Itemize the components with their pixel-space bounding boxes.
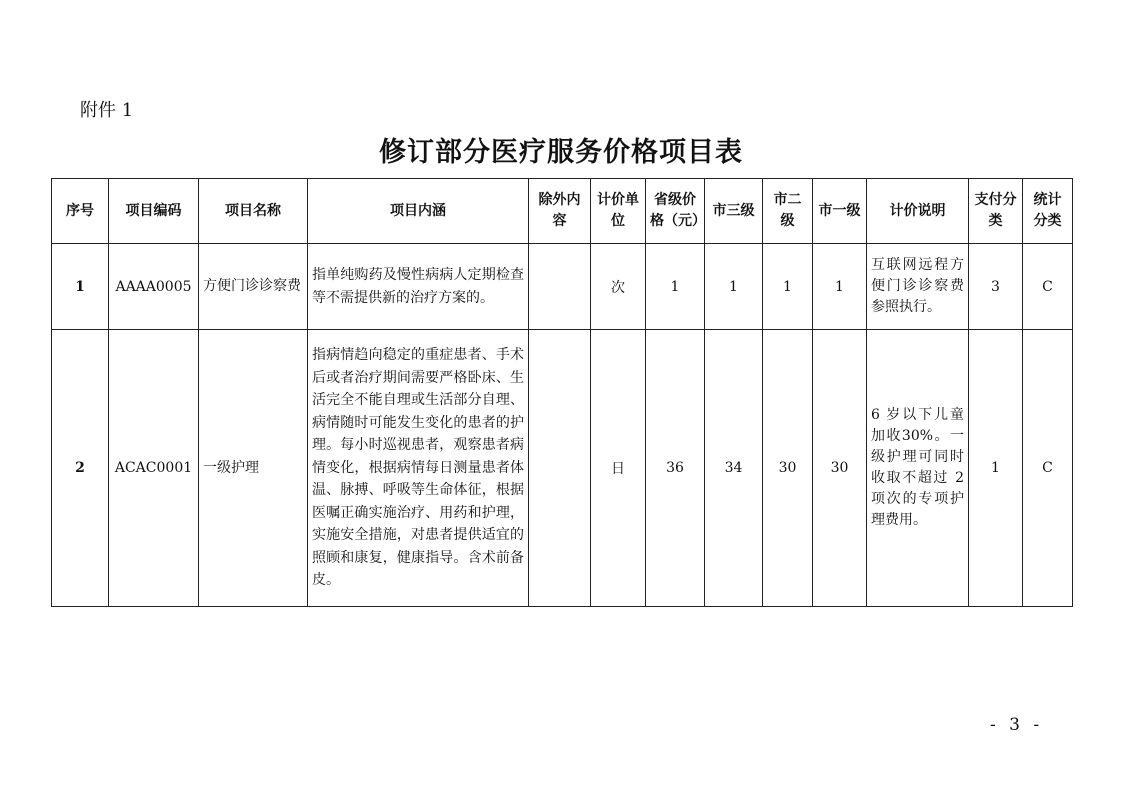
cell-unit: 次 [591,244,646,330]
table-header-row [52,179,1073,244]
cell-seq: 2 [52,330,109,607]
cell-provincial-price: 1 [646,244,705,330]
header-exclusions: 除外内容 [529,179,591,244]
cell-pricing-note: 互联网远程方便门诊诊察费参照执行。 [867,244,969,330]
page-title: 修订部分医疗服务价格项目表 [379,137,743,168]
cell-content: 指单纯购药及慢性病病人定期检查等不需提供新的治疗方案的。 [308,244,529,330]
cell-seq: 1 [52,244,109,330]
cell-city-level2: 30 [763,330,813,607]
cell-code: AAAA0005 [109,244,199,330]
header-name: 项目名称 [199,179,308,244]
cell-city-level1: 1 [813,244,867,330]
cell-exclusions [529,244,591,330]
price-table [51,178,1073,607]
cell-pricing-note: 6 岁以下儿童加收30%。一级护理可同时收取不超过 2 项次的专项护理费用。 [867,330,969,607]
cell-stat-class: C [1023,330,1073,607]
cell-code: ACAC0001 [109,330,199,607]
header-code: 项目编码 [109,179,199,244]
cell-content: 指病情趋向稳定的重症患者、手术后或者治疗期间需要严格卧床、生活完全不能自理或生活部分自理、病情随时可能发生变化的患者的护理。每小时巡视患者，观察患者病情变化，根据病情每日测量患者体温、脉搏、呼吸等生命体征，根据医嘱正确实施治疗、用药和护理，实施安全措施，对患者提供适宜的照顾和康复，健康指导。含术前备皮。 [308,330,529,607]
attachment-label: 附件 1 [80,100,134,121]
page-number: - 3 - [990,715,1044,735]
header-unit: 计价单位 [591,179,646,244]
cell-provincial-price: 36 [646,330,705,607]
table-row [52,330,1073,607]
cell-city-level3: 34 [705,330,763,607]
header-pricing-note: 计价说明 [867,179,969,244]
header-stat-class: 统计分类 [1023,179,1073,244]
header-city-level2: 市二级 [763,179,813,244]
header-city-level1: 市一级 [813,179,867,244]
cell-city-level3: 1 [705,244,763,330]
cell-name: 方便门诊诊察费 [199,244,308,330]
header-payment-class: 支付分类 [969,179,1023,244]
cell-stat-class: C [1023,244,1073,330]
header-seq: 序号 [52,179,109,244]
header-content: 项目内涵 [308,179,529,244]
cell-city-level1: 30 [813,330,867,607]
cell-city-level2: 1 [763,244,813,330]
table-row [52,244,1073,330]
header-provincial-price: 省级价格（元） [646,179,705,244]
cell-payment-class: 1 [969,330,1023,607]
cell-unit: 日 [591,330,646,607]
cell-payment-class: 3 [969,244,1023,330]
cell-name: 一级护理 [199,330,308,607]
header-city-level3: 市三级 [705,179,763,244]
cell-exclusions [529,330,591,607]
